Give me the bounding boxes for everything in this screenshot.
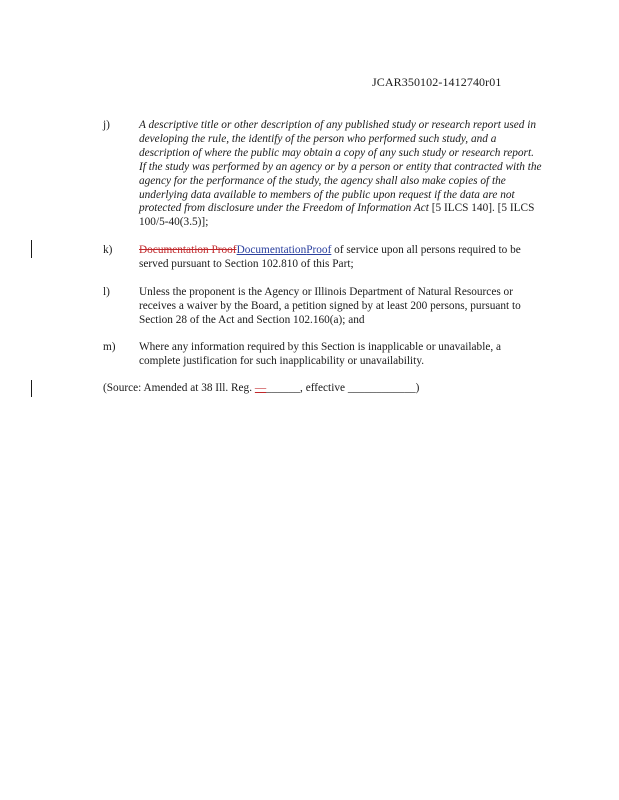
item-citation: [5 ILCS 140]. [5 ILCS 100/5-40(3.5)]; bbox=[139, 202, 535, 229]
item-text: Unless the proponent is the Agency or Illinois Department of Natural Resources or receives a waiver by the Board, a petition signed by at least 200 persons, pursuant to Section 28 of the Act and Section 102.160(a); and bbox=[139, 286, 521, 326]
item-l bbox=[103, 286, 543, 328]
change-bar bbox=[31, 380, 32, 397]
item-marker: l) bbox=[103, 286, 110, 298]
deleted-mark: — bbox=[254, 382, 267, 394]
item-body bbox=[139, 286, 543, 328]
blank-field: ____________ bbox=[347, 382, 416, 394]
item-marker: m) bbox=[103, 341, 116, 353]
item-marker: k) bbox=[103, 244, 113, 256]
source-note bbox=[103, 382, 543, 396]
deleted-text: Documentation Proof bbox=[139, 244, 237, 256]
inserted-text: Documentation bbox=[236, 244, 307, 256]
item-body bbox=[139, 341, 543, 369]
document-id: JCAR350102-1412740r01 bbox=[372, 75, 502, 89]
source-prefix: (Source: Amended at 38 Ill. Reg. bbox=[103, 382, 255, 394]
source-suffix: ) bbox=[415, 382, 420, 394]
change-bar bbox=[31, 240, 32, 258]
item-m bbox=[103, 341, 543, 369]
item-marker: j) bbox=[103, 119, 110, 131]
item-text: Where any information required by this Section is inapplicable or unavailable, a complete justification for such inapplicability or unavailability. bbox=[139, 341, 502, 367]
item-body bbox=[139, 119, 543, 230]
item-text: A descriptive title or other description of any published study or research report used in developing the rule, the identify of the person who performed such study, and a description of where the public may obtain a copy of any such study or research report. If the study was performed by an agency or by a person or entity that contracted with the agency for the performance of the study, the agency shall also make copies of the underlying data available to members of the public upon request if the data are not protected from disclosure under the Freedom of Information Act bbox=[139, 119, 542, 215]
inserted-text: Proof bbox=[306, 244, 332, 256]
item-body bbox=[139, 244, 543, 272]
item-text: of service upon all persons required to be served pursuant to Section 102.810 of this Part; bbox=[139, 244, 521, 270]
blank-field: ______ bbox=[266, 382, 301, 394]
item-j bbox=[103, 119, 543, 230]
source-middle: , effective bbox=[300, 382, 348, 394]
item-k bbox=[103, 244, 543, 272]
